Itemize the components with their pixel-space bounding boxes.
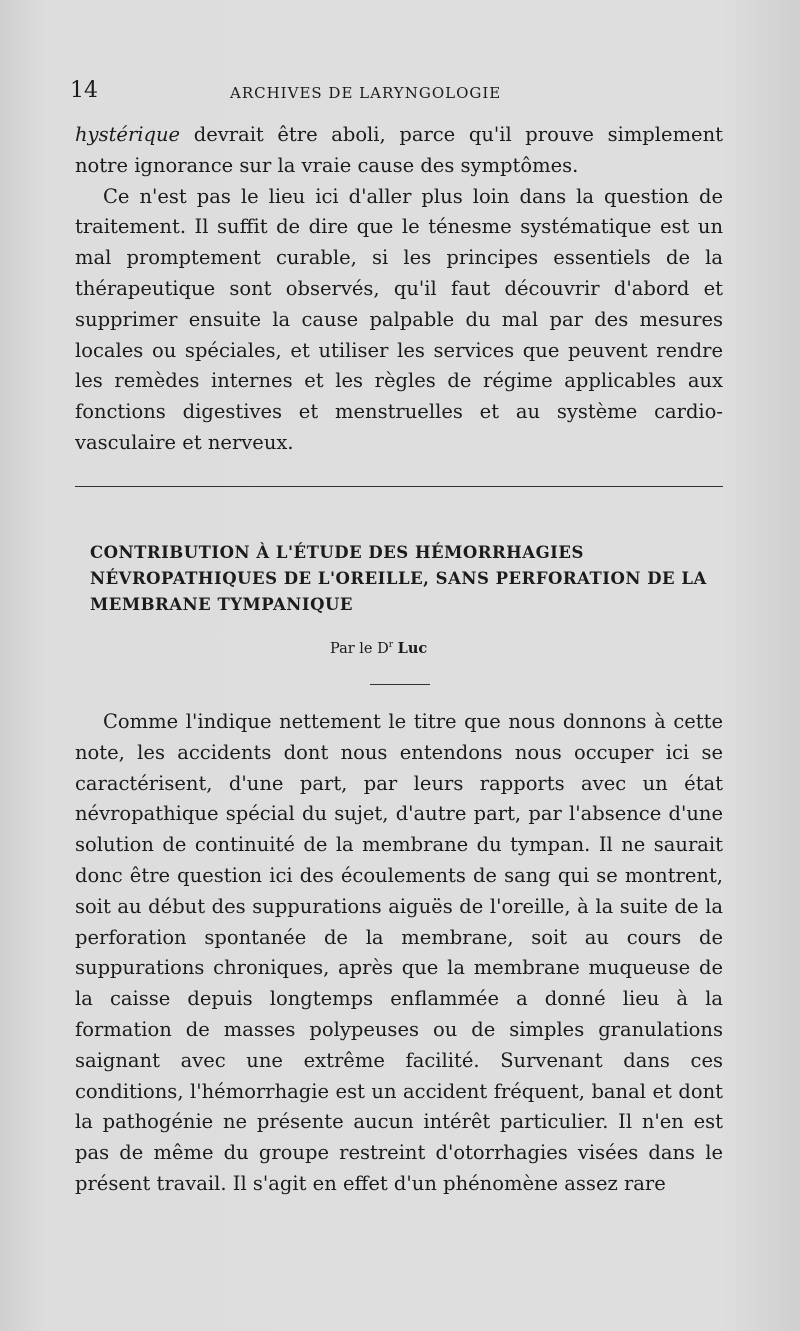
paragraph-treatment: Ce n'est pas le lieu ici d'aller plus loin dans la question de traitement. Il suffit de dire que le ténesme systématique est un mal promptement curable, si les principes essentiels de la thérapeutique sont observés, qu'il faut découvrir d'abord et supprimer ensuite la cause palpable du mal par des mesures locales ou spéciales, et utiliser les services que peuvent rendre les remèdes internes et les règles de régime applicables aux fonctions digestives et menstruelles et au système cardio-vasculaire et nerveux. [75,184,723,454]
byline-prefix: Par le D [330,641,389,657]
paragraph-continued [75,120,723,182]
page-number: 14 [70,78,98,103]
running-head: ARCHIVES DE LARYNGOLOGIE [230,84,502,102]
author-name: Luc [397,640,428,657]
page-header [70,78,720,108]
title-divider [370,684,430,685]
article-paragraph: Comme l'indique nettement le titre que nous donnons à cette note, les accidents dont nous entendons nous occuper ici se caractérisent, d'une part, par leurs rapports avec un état névropathique spécial du sujet, d'autre part, par l'absence d'une solution de continuité de la membrane du tympan. Il ne saurait donc être question ici des écoulements de sang qui se montrent, soit au début des suppurations aiguës de l'oreille, à la suite de la perforation spontanée de la membrane, soit au cours de suppurations chroniques, après que la membrane muqueuse de la caisse depuis longtemps enflammée a donné lieu à la formation de masses polypeuses ou de simples granulations saignant avec une extrême facilité. Survenant dans ces conditions, l'hémorrhagie est un accident fréquent, banal et dont la pathogénie ne présente aucun intérêt particulier. Il n'en est pas de même du groupe restreint d'otorrhagies visées dans le présent travail. Il s'agit en effet d'un phénomène assez rare [75,710,723,1195]
italic-term: hystérique [75,123,181,146]
article-title: CONTRIBUTION À L'ÉTUDE DES HÉMORRHAGIES NÉVROPATHIQUES DE L'OREILLE, SANS PERFORATION DE LA MEMBRANE TYMPANIQUE [90,543,707,614]
section-divider [75,486,723,487]
paragraph-continued-text: devrait être aboli, parce qu'il prouve simplement notre ignorance sur la vraie cause des symptômes. [75,123,723,177]
byline-sup: r [388,640,394,651]
author-byline [330,640,427,657]
article-body [75,707,723,1200]
continued-section [75,120,723,459]
